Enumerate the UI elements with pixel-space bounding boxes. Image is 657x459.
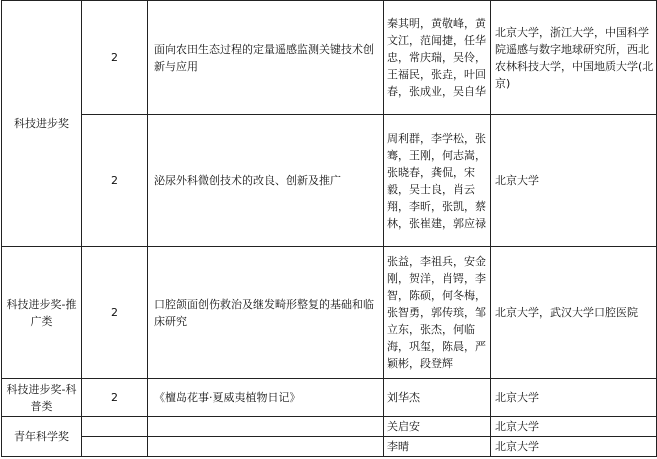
- grade-cell: [82, 247, 148, 379]
- table-row: [2, 379, 657, 417]
- table-row: [2, 417, 657, 437]
- table-row: [2, 247, 657, 379]
- people-cell: [384, 1, 491, 115]
- people-cell: [384, 417, 491, 437]
- people-list: 关启安: [387, 420, 420, 433]
- category-label: 科技进步奖-科普类: [6, 382, 77, 413]
- table-row: [2, 115, 657, 247]
- units-list: 北京大学: [495, 174, 539, 187]
- people-cell: [384, 115, 491, 247]
- people-cell: [384, 379, 491, 417]
- project-title: 口腔颌面创伤救治及继发畸形整复的基础和临床研究: [154, 297, 374, 328]
- people-list: 周利群，李学松，张骞，王刚，何志嵩，张晓春，龚侃，宋毅，吴士良，肖云翔，李昕，张凯，蔡林，张崔建，郭应禄: [387, 131, 486, 230]
- awards-table: [1, 0, 657, 457]
- grade-value: 2: [111, 51, 118, 64]
- units-cell: [491, 437, 657, 457]
- units-list: 北京大学，浙江大学，中国科学院遥感与数字地球研究所，西北农林科技大学，中国地质大学(北京): [495, 25, 654, 90]
- project-cell: [148, 437, 384, 457]
- units-cell: [491, 247, 657, 379]
- category-cell: [2, 379, 82, 417]
- people-list: 李晴: [387, 440, 409, 453]
- project-cell: [148, 417, 384, 437]
- category-label: 青年科学奖: [14, 430, 69, 443]
- project-title: 《檀岛花事·夏威夷植物日记》: [154, 391, 301, 404]
- units-cell: [491, 379, 657, 417]
- project-title: 面向农田生态过程的定量遥感监测关键技术创新与应用: [154, 42, 374, 73]
- people-list: 刘华杰: [387, 391, 420, 404]
- units-list: 北京大学，武汉大学口腔医院: [495, 306, 638, 319]
- people-cell: [384, 437, 491, 457]
- grade-cell: [82, 379, 148, 417]
- units-cell: [491, 1, 657, 115]
- project-title: 泌尿外科微创技术的改良、创新及推广: [154, 174, 341, 187]
- project-cell: [148, 115, 384, 247]
- grade-cell: [82, 437, 148, 457]
- table-row: [2, 1, 657, 115]
- units-cell: [491, 115, 657, 247]
- units-list: 北京大学: [495, 391, 539, 404]
- people-cell: [384, 247, 491, 379]
- table-row: [2, 437, 657, 457]
- grade-value: 2: [111, 306, 118, 319]
- people-list: 张益，李祖兵，安金刚，贺洋，肖锷，李智，陈硕，何冬梅，张智勇，郭传瑸，邹立东，张杰，何临海，巩玺，陈晨，严颖彬，段登辉: [387, 255, 486, 370]
- category-label: 科技进步奖: [14, 117, 69, 130]
- category-cell: [2, 247, 82, 379]
- grade-value: 2: [111, 174, 118, 187]
- category-cell: [2, 417, 82, 457]
- units-list: 北京大学: [495, 440, 539, 453]
- people-list: 秦其明，黄敬峰，黄文江，范闻捷，任华忠，常庆瑞，吴伶，王福民，张垚，叶回春，张成业，吴自华: [387, 17, 486, 98]
- units-list: 北京大学: [495, 420, 539, 433]
- project-cell: [148, 247, 384, 379]
- grade-value: 2: [111, 391, 118, 404]
- units-cell: [491, 417, 657, 437]
- category-cell: [2, 1, 82, 247]
- category-label: 科技进步奖-推广类: [6, 297, 77, 328]
- grade-cell: [82, 115, 148, 247]
- grade-cell: [82, 417, 148, 437]
- project-cell: [148, 379, 384, 417]
- project-cell: [148, 1, 384, 115]
- grade-cell: [82, 1, 148, 115]
